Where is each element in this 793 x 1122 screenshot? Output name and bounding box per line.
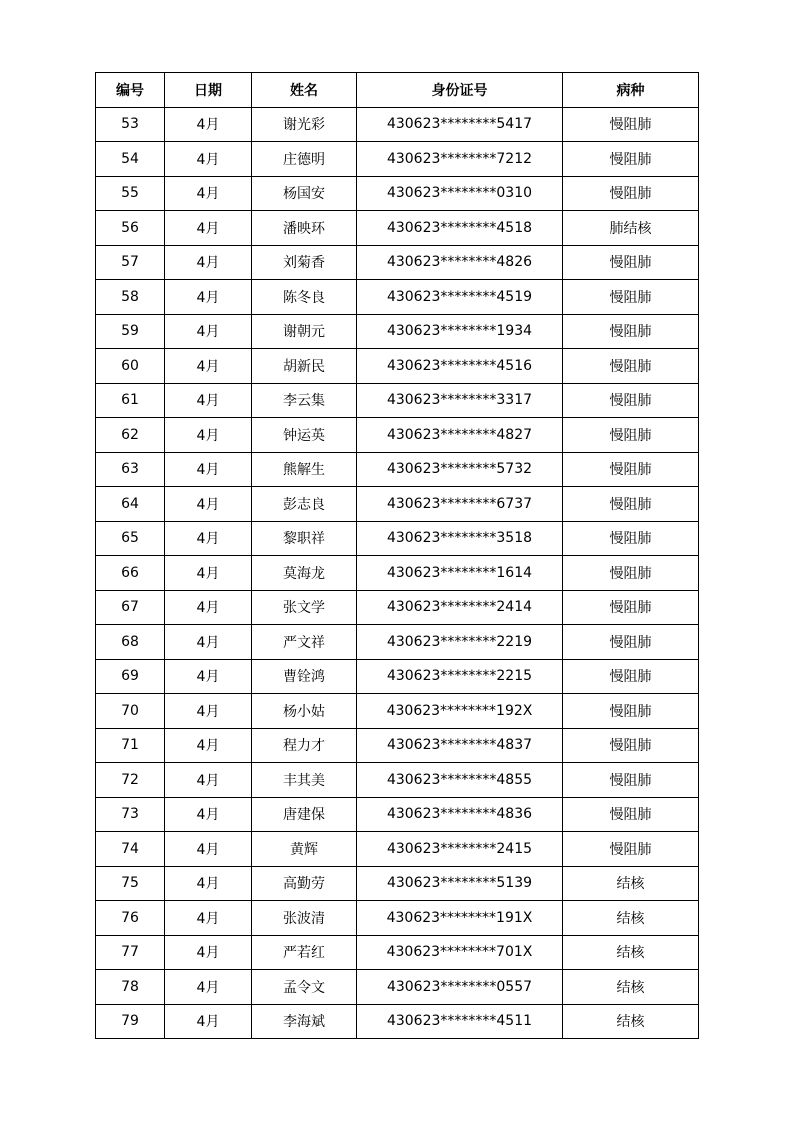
cell-id: 430623********5417 bbox=[357, 107, 563, 142]
cell-id: 430623********192X bbox=[357, 694, 563, 729]
cell-disease: 慢阻肺 bbox=[563, 383, 699, 418]
cell-id: 430623********5139 bbox=[357, 866, 563, 901]
cell-id: 430623********4826 bbox=[357, 245, 563, 280]
cell-name: 庄德明 bbox=[252, 142, 357, 177]
header-row bbox=[96, 73, 699, 108]
cell-id: 430623********2414 bbox=[357, 590, 563, 625]
cell-disease: 结核 bbox=[563, 866, 699, 901]
cell-no: 68 bbox=[96, 625, 165, 660]
cell-id: 430623********6737 bbox=[357, 487, 563, 522]
cell-id: 430623********4511 bbox=[357, 1004, 563, 1039]
cell-date: 4月 bbox=[165, 176, 252, 211]
header-id: 身份证号 bbox=[357, 73, 563, 108]
cell-date: 4月 bbox=[165, 901, 252, 936]
table-row bbox=[96, 832, 699, 867]
cell-disease: 肺结核 bbox=[563, 211, 699, 246]
cell-name: 严文祥 bbox=[252, 625, 357, 660]
cell-date: 4月 bbox=[165, 487, 252, 522]
cell-disease: 慢阻肺 bbox=[563, 590, 699, 625]
cell-name: 谢光彩 bbox=[252, 107, 357, 142]
cell-no: 61 bbox=[96, 383, 165, 418]
cell-date: 4月 bbox=[165, 659, 252, 694]
table-row bbox=[96, 176, 699, 211]
table-row bbox=[96, 142, 699, 177]
cell-id: 430623********4516 bbox=[357, 349, 563, 384]
cell-date: 4月 bbox=[165, 452, 252, 487]
cell-name: 杨小姑 bbox=[252, 694, 357, 729]
cell-date: 4月 bbox=[165, 142, 252, 177]
table-body bbox=[96, 107, 699, 1039]
cell-id: 430623********701X bbox=[357, 935, 563, 970]
cell-date: 4月 bbox=[165, 314, 252, 349]
cell-no: 58 bbox=[96, 280, 165, 315]
table-row bbox=[96, 487, 699, 522]
cell-disease: 慢阻肺 bbox=[563, 245, 699, 280]
cell-id: 430623********4827 bbox=[357, 418, 563, 453]
cell-date: 4月 bbox=[165, 935, 252, 970]
table-row bbox=[96, 763, 699, 798]
cell-id: 430623********1614 bbox=[357, 556, 563, 591]
cell-date: 4月 bbox=[165, 1004, 252, 1039]
cell-no: 62 bbox=[96, 418, 165, 453]
cell-no: 63 bbox=[96, 452, 165, 487]
cell-date: 4月 bbox=[165, 797, 252, 832]
cell-no: 67 bbox=[96, 590, 165, 625]
cell-date: 4月 bbox=[165, 625, 252, 660]
cell-disease: 慢阻肺 bbox=[563, 659, 699, 694]
cell-date: 4月 bbox=[165, 832, 252, 867]
cell-disease: 慢阻肺 bbox=[563, 418, 699, 453]
cell-disease: 结核 bbox=[563, 1004, 699, 1039]
cell-date: 4月 bbox=[165, 728, 252, 763]
cell-id: 430623********3518 bbox=[357, 521, 563, 556]
cell-name: 程力才 bbox=[252, 728, 357, 763]
cell-date: 4月 bbox=[165, 521, 252, 556]
cell-id: 430623********4519 bbox=[357, 280, 563, 315]
cell-no: 55 bbox=[96, 176, 165, 211]
cell-no: 65 bbox=[96, 521, 165, 556]
cell-name: 高勤劳 bbox=[252, 866, 357, 901]
table-row bbox=[96, 245, 699, 280]
table-row bbox=[96, 280, 699, 315]
cell-no: 76 bbox=[96, 901, 165, 936]
cell-date: 4月 bbox=[165, 107, 252, 142]
cell-disease: 慢阻肺 bbox=[563, 694, 699, 729]
patient-table bbox=[95, 72, 699, 1039]
cell-no: 71 bbox=[96, 728, 165, 763]
table-row bbox=[96, 625, 699, 660]
table-row bbox=[96, 590, 699, 625]
cell-id: 430623********4855 bbox=[357, 763, 563, 798]
header-no: 编号 bbox=[96, 73, 165, 108]
cell-name: 唐建保 bbox=[252, 797, 357, 832]
cell-name: 刘菊香 bbox=[252, 245, 357, 280]
table-row bbox=[96, 694, 699, 729]
cell-no: 74 bbox=[96, 832, 165, 867]
cell-id: 430623********2415 bbox=[357, 832, 563, 867]
cell-id: 430623********4836 bbox=[357, 797, 563, 832]
cell-id: 430623********0557 bbox=[357, 970, 563, 1005]
table-row bbox=[96, 935, 699, 970]
cell-id: 430623********191X bbox=[357, 901, 563, 936]
table-row bbox=[96, 211, 699, 246]
cell-no: 69 bbox=[96, 659, 165, 694]
cell-id: 430623********1934 bbox=[357, 314, 563, 349]
cell-disease: 慢阻肺 bbox=[563, 314, 699, 349]
cell-id: 430623********0310 bbox=[357, 176, 563, 211]
cell-id: 430623********2215 bbox=[357, 659, 563, 694]
cell-name: 黄辉 bbox=[252, 832, 357, 867]
header-date: 日期 bbox=[165, 73, 252, 108]
cell-date: 4月 bbox=[165, 383, 252, 418]
table-row bbox=[96, 349, 699, 384]
cell-no: 60 bbox=[96, 349, 165, 384]
cell-disease: 慢阻肺 bbox=[563, 107, 699, 142]
cell-disease: 结核 bbox=[563, 970, 699, 1005]
cell-date: 4月 bbox=[165, 556, 252, 591]
cell-id: 430623********4518 bbox=[357, 211, 563, 246]
cell-no: 73 bbox=[96, 797, 165, 832]
cell-name: 李云集 bbox=[252, 383, 357, 418]
cell-date: 4月 bbox=[165, 211, 252, 246]
cell-disease: 慢阻肺 bbox=[563, 142, 699, 177]
table-row bbox=[96, 521, 699, 556]
cell-name: 彭志良 bbox=[252, 487, 357, 522]
cell-name: 潘映环 bbox=[252, 211, 357, 246]
cell-disease: 慢阻肺 bbox=[563, 452, 699, 487]
cell-name: 张波清 bbox=[252, 901, 357, 936]
cell-no: 57 bbox=[96, 245, 165, 280]
cell-no: 66 bbox=[96, 556, 165, 591]
cell-disease: 结核 bbox=[563, 935, 699, 970]
cell-date: 4月 bbox=[165, 694, 252, 729]
table-row bbox=[96, 314, 699, 349]
cell-id: 430623********7212 bbox=[357, 142, 563, 177]
cell-name: 严若红 bbox=[252, 935, 357, 970]
table-row bbox=[96, 797, 699, 832]
cell-date: 4月 bbox=[165, 970, 252, 1005]
cell-name: 莫海龙 bbox=[252, 556, 357, 591]
cell-id: 430623********3317 bbox=[357, 383, 563, 418]
cell-disease: 慢阻肺 bbox=[563, 763, 699, 798]
cell-disease: 慢阻肺 bbox=[563, 832, 699, 867]
table-row bbox=[96, 1004, 699, 1039]
cell-disease: 慢阻肺 bbox=[563, 487, 699, 522]
table-row bbox=[96, 383, 699, 418]
table-row bbox=[96, 556, 699, 591]
cell-name: 张文学 bbox=[252, 590, 357, 625]
cell-no: 72 bbox=[96, 763, 165, 798]
cell-no: 53 bbox=[96, 107, 165, 142]
cell-name: 孟令文 bbox=[252, 970, 357, 1005]
cell-no: 78 bbox=[96, 970, 165, 1005]
cell-date: 4月 bbox=[165, 349, 252, 384]
cell-date: 4月 bbox=[165, 245, 252, 280]
cell-name: 谢朝元 bbox=[252, 314, 357, 349]
table-row bbox=[96, 418, 699, 453]
cell-date: 4月 bbox=[165, 590, 252, 625]
cell-no: 79 bbox=[96, 1004, 165, 1039]
cell-disease: 结核 bbox=[563, 901, 699, 936]
cell-date: 4月 bbox=[165, 866, 252, 901]
cell-date: 4月 bbox=[165, 280, 252, 315]
cell-disease: 慢阻肺 bbox=[563, 521, 699, 556]
cell-disease: 慢阻肺 bbox=[563, 280, 699, 315]
cell-id: 430623********2219 bbox=[357, 625, 563, 660]
cell-no: 54 bbox=[96, 142, 165, 177]
cell-disease: 慢阻肺 bbox=[563, 728, 699, 763]
header-name: 姓名 bbox=[252, 73, 357, 108]
cell-name: 丰其美 bbox=[252, 763, 357, 798]
cell-id: 430623********5732 bbox=[357, 452, 563, 487]
table-row bbox=[96, 107, 699, 142]
cell-no: 70 bbox=[96, 694, 165, 729]
table-row bbox=[96, 659, 699, 694]
cell-date: 4月 bbox=[165, 418, 252, 453]
table-row bbox=[96, 901, 699, 936]
cell-no: 77 bbox=[96, 935, 165, 970]
cell-name: 熊解生 bbox=[252, 452, 357, 487]
header-disease: 病种 bbox=[563, 73, 699, 108]
cell-disease: 慢阻肺 bbox=[563, 176, 699, 211]
cell-disease: 慢阻肺 bbox=[563, 349, 699, 384]
cell-no: 75 bbox=[96, 866, 165, 901]
table-row bbox=[96, 728, 699, 763]
cell-no: 56 bbox=[96, 211, 165, 246]
cell-name: 钟运英 bbox=[252, 418, 357, 453]
cell-date: 4月 bbox=[165, 763, 252, 798]
cell-name: 黎职祥 bbox=[252, 521, 357, 556]
cell-name: 曹铨鸿 bbox=[252, 659, 357, 694]
cell-no: 64 bbox=[96, 487, 165, 522]
cell-name: 胡新民 bbox=[252, 349, 357, 384]
cell-id: 430623********4837 bbox=[357, 728, 563, 763]
table-row bbox=[96, 970, 699, 1005]
cell-disease: 慢阻肺 bbox=[563, 797, 699, 832]
table-row bbox=[96, 866, 699, 901]
cell-name: 陈冬良 bbox=[252, 280, 357, 315]
cell-disease: 慢阻肺 bbox=[563, 625, 699, 660]
cell-name: 李海斌 bbox=[252, 1004, 357, 1039]
patient-list-sheet bbox=[95, 72, 698, 1039]
table-row bbox=[96, 452, 699, 487]
cell-no: 59 bbox=[96, 314, 165, 349]
cell-disease: 慢阻肺 bbox=[563, 556, 699, 591]
cell-name: 杨国安 bbox=[252, 176, 357, 211]
